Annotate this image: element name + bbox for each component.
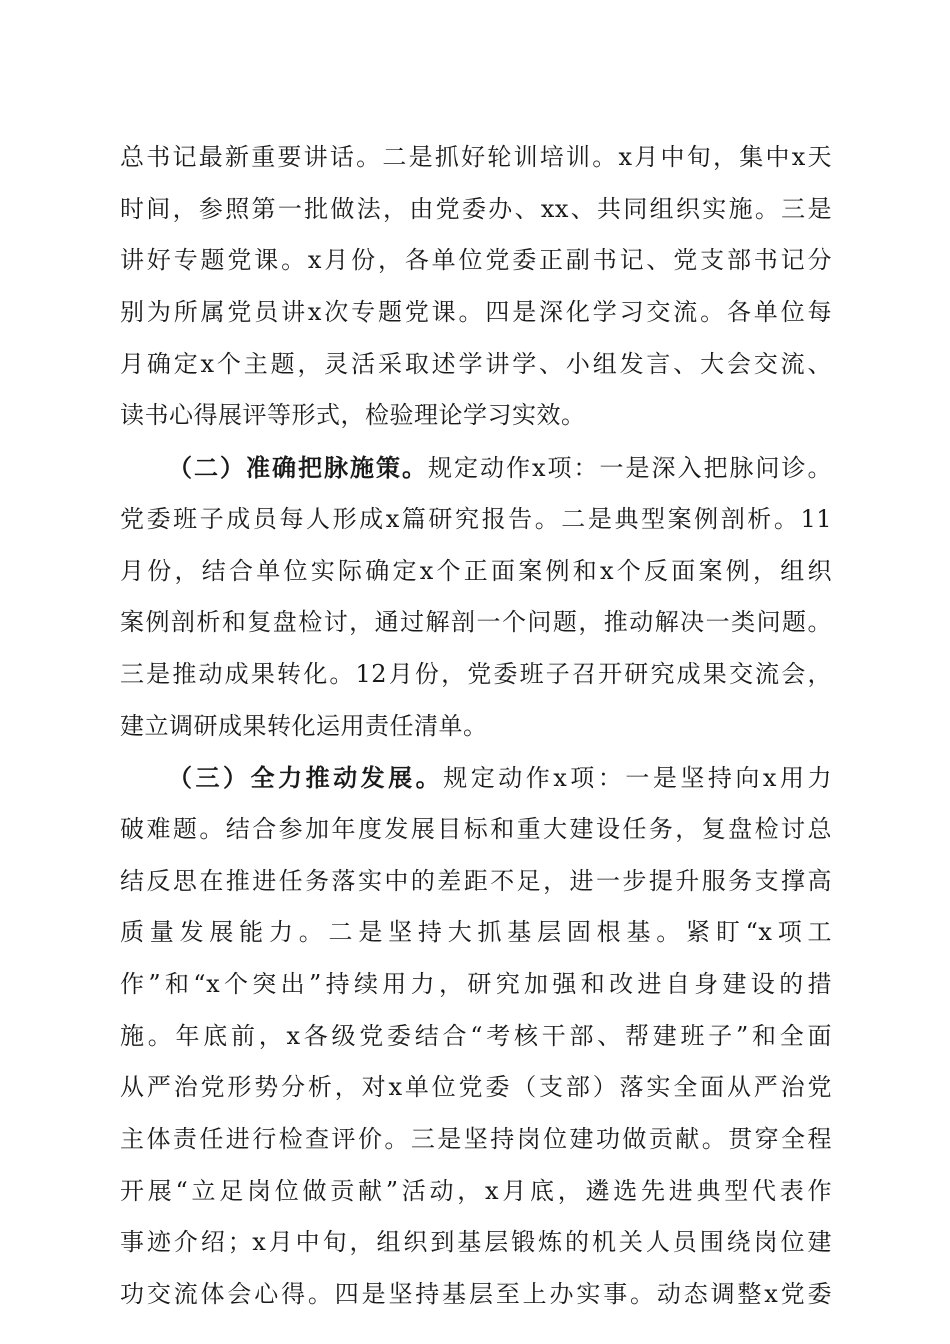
document-body <box>120 132 832 1321</box>
paragraph-3 <box>120 752 832 1321</box>
text-line-first <box>120 442 832 494</box>
text-line: 别为所属党员讲x次专题党课。四是深化学习交流。各单位每 <box>120 298 832 327</box>
text-line: 作”和“x个突出”持续用力，研究加强和改进自身建设的措 <box>120 970 832 998</box>
text-line: 月确定x个主题，灵活采取述学讲学、小组发言、大会交流、 <box>120 349 832 378</box>
text-line: 案例剖析和复盘检讨，通过解剖一个问题，推动解决一类问题。 <box>120 608 832 637</box>
text-line: 事迹介绍；x月中旬，组织到基层锻炼的机关人员围绕岗位建 <box>120 1228 832 1257</box>
text-line: 施。年底前，x各级党委结合“考核干部、帮建班子”和全面 <box>120 1021 832 1050</box>
text-line: 功交流体会心得。四是坚持基层至上办实事。动态调整x党委 <box>120 1280 832 1309</box>
text-line: 开展“立足岗位做贡献”活动，x月底，遴选先进典型代表作 <box>120 1176 832 1205</box>
text-line: 三是推动成果转化。12月份，党委班子召开研究成果交流会， <box>120 659 832 688</box>
text-run: 规定动作x项：一是深入把脉问诊。 <box>427 454 832 483</box>
text-line: 质量发展能力。二是坚持大抓基层固根基。紧盯“x项工 <box>120 918 832 947</box>
text-line: 总书记最新重要讲话。二是抓好轮训培训。x月中旬，集中x天 <box>120 143 832 171</box>
text-line: 党委班子成员每人形成x篇研究报告。二是典型案例剖析。11 <box>120 504 832 533</box>
text-line: 破难题。结合参加年度发展目标和重大建设任务，复盘检讨总 <box>120 814 832 843</box>
text-run: 规定动作x项：一是坚持向x用力 <box>443 764 833 793</box>
section-heading: （二）准确把脉施策。 <box>168 453 428 483</box>
text-line: 结反思在推进任务落实中的差距不足，进一步提升服务支撑高 <box>120 866 832 895</box>
text-line: 时间，参照第一批做法，由党委办、xx、共同组织实施。三是 <box>120 194 832 223</box>
text-line: 月份，结合单位实际确定x个正面案例和x个反面案例，组织 <box>120 556 832 585</box>
text-line: 建立调研成果转化运用责任清单。 <box>120 711 488 740</box>
section-heading: （三）全力推动发展。 <box>168 763 444 793</box>
text-line: 从严治党形势分析，对x单位党委（支部）落实全面从严治党 <box>120 1073 832 1102</box>
paragraph-1 <box>120 132 832 442</box>
paragraph-2 <box>120 442 832 752</box>
text-line: 读书心得展评等形式，检验理论学习实效。 <box>120 401 586 430</box>
text-line: 讲好专题党课。x月份，各单位党委正副书记、党支部书记分 <box>120 246 832 275</box>
text-line: 主体责任进行检查评价。三是坚持岗位建功做贡献。贯穿全程 <box>120 1125 832 1154</box>
text-line-first <box>120 752 832 804</box>
